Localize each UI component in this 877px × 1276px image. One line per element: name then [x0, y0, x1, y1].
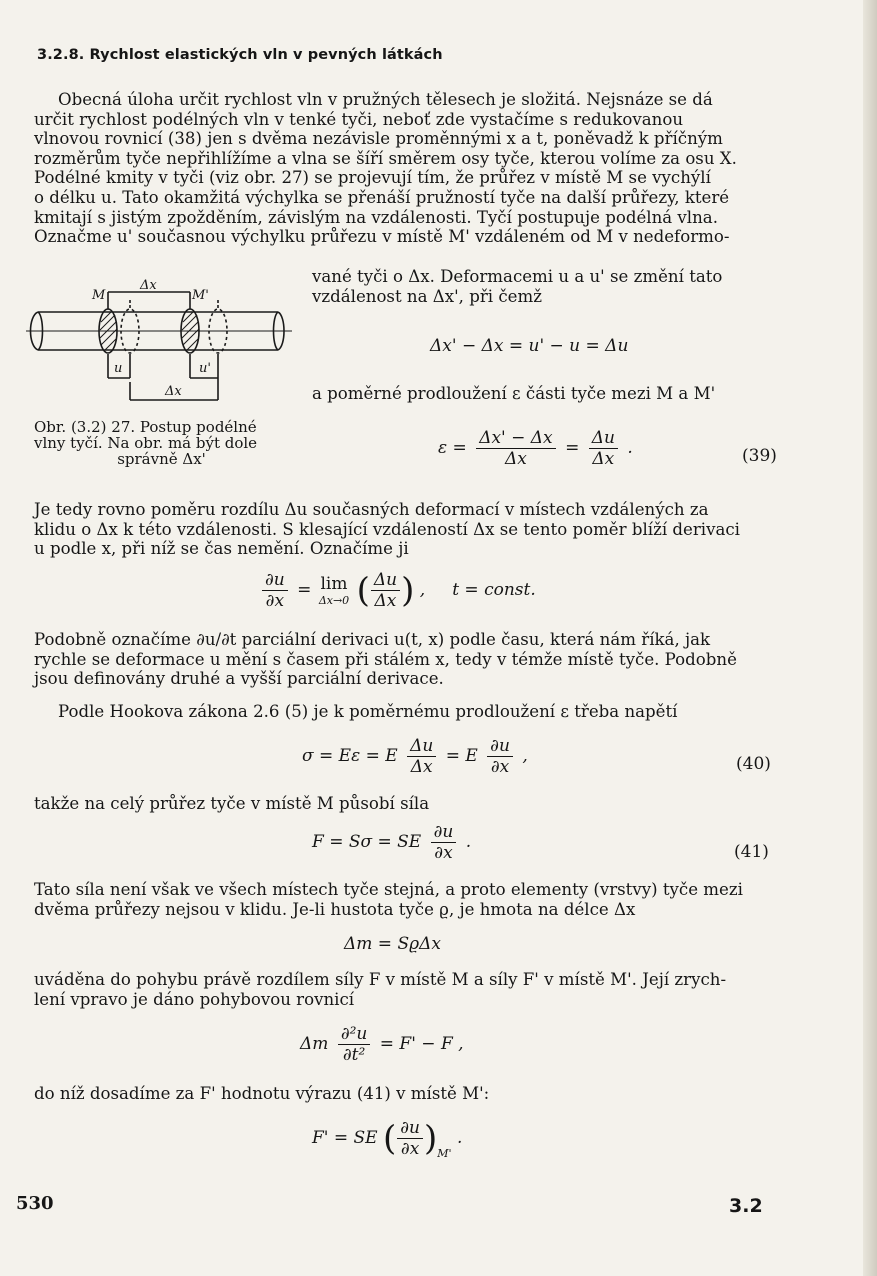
text-line: dvěma průřezy nejsou v klidu. Je-li hustota tyče ϱ, je hmota na délce Δx — [34, 899, 636, 919]
eqm-lhs: Δm — [300, 1034, 329, 1054]
paragraph-intro — [34, 90, 790, 247]
eqlim-tail: , t = const. — [419, 580, 536, 600]
text-line: Podélné kmity v tyči (viz obr. 27) se projevují tím, že průřez v místě M se vychýlí — [34, 168, 711, 188]
text-line: Je tedy rovno poměru rozdílu Δu současných deformací v místech vzdálených za — [34, 500, 709, 519]
eq40-f1-denominator: Δx — [407, 756, 436, 777]
paragraph-partial-t — [34, 630, 790, 689]
eqf-subscript: M' — [437, 1147, 452, 1160]
paragraph-hooke — [34, 702, 790, 722]
eqlim-d-numerator: ∂u — [265, 570, 285, 590]
equation-delta: Δx' − Δx = u' − u = Δu — [430, 336, 629, 356]
figure-label-u: u — [114, 361, 123, 376]
figure-label-u-prime: u' — [199, 361, 211, 376]
eqm-denominator: ∂t² — [338, 1044, 371, 1065]
equation-number-39: (39) — [742, 446, 777, 466]
eqlim-derivative — [262, 570, 288, 611]
text-line: o délku u. Tato okamžitá výchylka se přenáší pružností tyče na další průřezy, které — [34, 187, 730, 207]
text-line: vlnovou rovnicí (38) jen s dvěma nezávisle proměnnými x a t, poněvadž k příčným — [34, 129, 723, 149]
eq40-mid: = E — [445, 746, 478, 766]
equation-number-40: (40) — [736, 754, 771, 774]
figure-caption — [34, 419, 289, 467]
text-line: Obecná úloha určit rychlost vln v pružných tělesech je složitá. Nejsnáze se dá — [58, 90, 713, 109]
equation-41 — [312, 822, 471, 863]
eq40-fraction-2 — [487, 736, 513, 777]
equation-39 — [438, 428, 633, 469]
text-line: takže na celý průřez tyče v místě M působí síla — [34, 794, 430, 813]
eq39-f2-denominator: Δx — [589, 448, 618, 469]
paragraph-relative-elongation — [312, 384, 792, 404]
eqf-lhs: F' = SE — [312, 1128, 378, 1148]
equation-40 — [302, 736, 528, 777]
eqm-fraction — [338, 1024, 371, 1065]
section-folio: 3.2 — [729, 1195, 763, 1217]
paragraph-derivative — [34, 500, 790, 559]
paragraph-elements — [34, 880, 790, 919]
text-line: kmitají s jistým zpožděním, závislým na vzdálenosti. Tyčí postupuje podélná vlna. — [34, 207, 718, 227]
eqf-numerator: ∂u — [400, 1118, 420, 1138]
text-line: vané tyči o Δx. Deformacemi u a u' se změní tato — [312, 267, 723, 286]
eq41-end: . — [465, 832, 472, 852]
text-line: rozměrům tyče nepřihlížíme a vlna se šíří směrem osy tyče, kterou volíme za osu X. — [34, 148, 737, 168]
equation-number-41: (41) — [734, 842, 769, 862]
eq40-f2-numerator: ∂u — [490, 736, 510, 756]
text-line: určit rychlost podélných vln v tenké tyči, neboť zde vystačíme s redukovanou — [34, 109, 684, 129]
eqlim-fraction — [371, 570, 400, 611]
eqlim-f-denominator: Δx — [371, 590, 400, 611]
rod-wave-figure — [20, 272, 295, 412]
eq41-lhs: F = Sσ = SE — [312, 832, 422, 852]
eq39-f1-denominator: Δx — [476, 448, 555, 469]
paragraph-intro-continued — [312, 267, 792, 306]
figure-label-m: M — [92, 288, 106, 303]
eqf-fraction — [397, 1118, 423, 1159]
eq39-f1-numerator: Δx' − Δx — [479, 428, 553, 448]
text-line: uváděna do pohybu právě rozdílem síly F v místě M a síly F' v místě M'. Její zrych- — [34, 970, 727, 989]
text-line: a poměrné prodloužení ε části tyče mezi M a M' — [312, 384, 716, 403]
eq40-fraction-1 — [407, 736, 436, 777]
text-line: lení vpravo je dáno pohybovou rovnicí — [34, 989, 355, 1009]
equation-final: F' = SE ( $\frac{\partial u}{\partial x}$ )$_{M'}$ . — [312, 1118, 463, 1160]
eqlim-lim-text: lim — [320, 574, 348, 594]
text-line: rychle se deformace u mění s časem při stálém x, tedy v témže místě tyče. Podobně — [34, 649, 737, 669]
eq39-end: . — [627, 438, 633, 458]
text-line: u podle x, při níž se čas nemění. Označíme ji — [34, 539, 409, 559]
text-line: Podle Hookova zákona 2.6 (5) je k poměrnému prodloužení ε třeba napětí — [58, 702, 678, 721]
caption-line: správně Δx' — [117, 450, 206, 468]
eq39-lhs: ε = — [438, 438, 467, 458]
equation-motion — [300, 1024, 464, 1065]
eq40-f1-numerator: Δu — [410, 736, 434, 756]
eq39-fraction-2 — [589, 428, 618, 469]
eq40-lhs: σ = Eε = E — [302, 746, 398, 766]
eq39-equals: = — [565, 438, 580, 458]
eqlim-lim-subscript: Δx→0 — [318, 594, 350, 607]
eq39-fraction-1 — [476, 428, 555, 469]
eq40-f2-denominator: ∂x — [487, 756, 513, 777]
paragraph-motion — [34, 970, 790, 1009]
eqlim-equals: = — [297, 580, 312, 600]
text-line: vzdálenost na Δx', při čemž — [312, 286, 542, 306]
section-heading: 3.2.8. Rychlost elastických vln v pevných látkách — [37, 47, 443, 63]
eqm-rhs: = F' − F , — [379, 1034, 464, 1054]
figure-label-dx-bottom: Δx — [165, 384, 182, 399]
text-line: do níž dosadíme za F' hodnotu výrazu (41) v místě M': — [34, 1084, 490, 1103]
paragraph-force — [34, 794, 790, 814]
text-line: klidu o Δx k této vzdálenosti. S klesající vzdáleností Δx se tento poměr blíží derivaci — [34, 519, 740, 539]
text-line: Označme u' současnou výchylku průřezu v místě M' vzdáleném od M v nedeformo- — [34, 227, 730, 247]
eqlim-d-denominator: ∂x — [262, 590, 288, 611]
eq41-fraction — [431, 822, 457, 863]
text-line: jsou definovány druhé a vyšší parciální derivace. — [34, 669, 444, 689]
paragraph-substitute — [34, 1084, 790, 1104]
eq41-denominator: ∂x — [431, 842, 457, 863]
eqf-end: . — [456, 1128, 463, 1148]
caption-line: vlny tyčí. Na obr. má být dole — [34, 434, 258, 452]
eqf-denominator: ∂x — [397, 1138, 423, 1159]
figure-label-m-prime: M' — [192, 288, 209, 303]
text-line: Podobně označíme ∂u/∂t parciální derivaci u(t, x) podle času, která nám říká, jak — [34, 630, 711, 649]
figure-label-dx-top: Δx — [140, 278, 157, 293]
equation-limit: $\frac{\partial u}{\partial x}$ = lim Δx→0 ( $\frac{\Delta u}{\Delta x}$ ) , t = const. — [258, 570, 536, 611]
page-number: 530 — [16, 1193, 54, 1214]
eqm-numerator: ∂²u — [340, 1024, 368, 1044]
eqlim-f-numerator: Δu — [373, 570, 398, 590]
eq39-f2-numerator: Δu — [591, 428, 615, 448]
eq41-numerator: ∂u — [433, 822, 454, 842]
equation-mass: Δm = SϱΔx — [344, 934, 441, 954]
text-line: Tato síla není však ve všech místech tyče stejná, a proto elementy (vrstvy) tyče mezi — [34, 880, 743, 899]
scan-edge-shadow — [863, 0, 877, 1276]
eqlim-lim-operator — [319, 574, 349, 607]
caption-line: Obr. (3.2) 27. Postup podélné — [34, 418, 257, 436]
eq40-end: , — [522, 746, 528, 766]
